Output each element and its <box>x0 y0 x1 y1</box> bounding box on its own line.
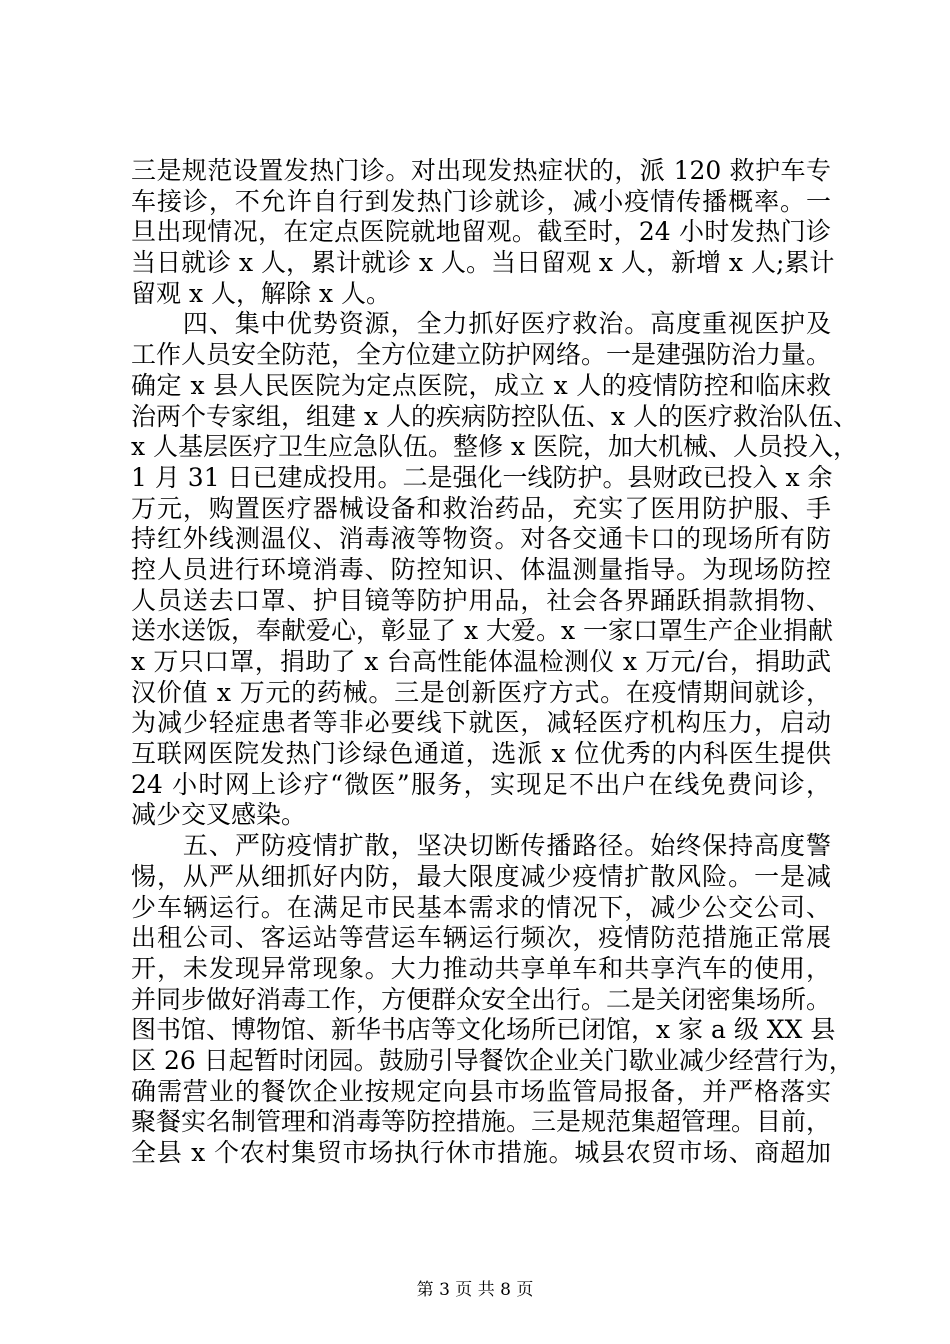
text-line: 控人员进行环境消毒、防控知识、体温测量指导。为现场防控 <box>131 554 831 584</box>
text-line: 确需营业的餐饮企业按规定向县市场监管局报备，并严格落实 <box>131 1076 831 1106</box>
text-line: 车接诊，不允许自行到发热门诊就诊，减小疫情传播概率。一 <box>131 186 831 216</box>
text-line: 当日就诊 x 人，累计就诊 x 人。当日留观 x 人，新增 x 人;累计 <box>131 248 835 278</box>
text-line: 旦出现情况，在定点医院就地留观。截至时，24 小时发热门诊 <box>131 217 831 247</box>
text-line: 五、严防疫情扩散，坚决切断传播路径。始终保持高度警 <box>131 831 831 861</box>
text-line: 互联网医院发热门诊绿色通道，选派 x 位优秀的内科医生提供 <box>131 739 831 769</box>
text-line: 24 小时网上诊疗“微医”服务，实现足不出户在线免费问诊， <box>131 769 831 799</box>
text-line: 确定 x 县人民医院为定点医院，成立 x 人的疫情防控和临床救 <box>131 370 831 400</box>
text-line: 聚餐实名制管理和消毒等防控措施。三是规范集超管理。目前， <box>131 1107 832 1137</box>
text-line: 四、集中优势资源，全力抓好医疗救治。高度重视医护及 <box>131 309 831 339</box>
text-line: 惕，从严从细抓好内防，最大限度减少疫情扩散风险。一是减 <box>131 861 831 891</box>
page-footer: 第 3 页 共 8 页 <box>416 1280 534 1300</box>
text-line: 开，未发现异常现象。大力推动共享单车和共享汽车的使用， <box>131 953 831 983</box>
text-line: 为减少轻症患者等非必要线下就医，减轻医疗机构压力，启动 <box>131 708 831 738</box>
text-line: 汉价值 x 万元的药械。三是创新医疗方式。在疫情期间就诊， <box>131 677 831 707</box>
text-line: 留观 x 人，解除 x 人。 <box>131 278 391 308</box>
text-line: 并同步做好消毒工作，方便群众安全出行。二是关闭密集场所。 <box>131 984 832 1014</box>
text-line: 工作人员安全防范，全方位建立防护网络。一是建强防治力量。 <box>131 340 832 370</box>
text-line: 送水送饭，奉献爱心，彰显了 x 大爱。x 一家口罩生产企业捐献 <box>131 616 834 646</box>
text-line: 万元，购置医疗器械设备和救治药品，充实了医用防护服、手 <box>131 493 831 523</box>
text-line: 全县 x 个农村集贸市场执行休市措施。城县农贸市场、商超加 <box>131 1138 831 1167</box>
text-line: 图书馆、博物馆、新华书店等文化场所已闭馆，x 家 a 级 XX 县 <box>131 1015 836 1045</box>
text-line: 减少交叉感染。 <box>131 800 307 830</box>
text-line: 三是规范设置发热门诊。对出现发热症状的，派 120 救护车专 <box>131 156 831 185</box>
text-line: x 万只口罩，捐助了 x 台高性能体温检测仪 x 万元/台，捐助武 <box>131 647 831 676</box>
body-text <box>131 156 859 1169</box>
text-line: 持红外线测温仪、消毒液等物资。对各交通卡口的现场所有防 <box>131 524 831 554</box>
text-line: 人员送去口罩、护目镜等防护用品，社会各界踊跃捐款捐物、 <box>131 585 831 615</box>
text-line: 治两个专家组，组建 x 人的疾病防控队伍、x 人的医疗救治队伍、 <box>131 401 859 431</box>
text-line: 1 月 31 日已建成投用。二是强化一线防护。县财政已投入 x 余 <box>131 462 833 492</box>
text-line: 少车辆运行。在满足市民基本需求的情况下，减少公交公司、 <box>131 892 831 922</box>
text-line: 出租公司、客运站等营运车辆运行频次，疫情防范措施正常展 <box>131 923 831 953</box>
text-line: x 人基层医疗卫生应急队伍。整修 x 医院，加大机械、人员投入， <box>131 432 859 462</box>
text-line: 区 26 日起暂时闭园。鼓励引导餐饮企业关门歇业减少经营行为， <box>131 1045 854 1075</box>
